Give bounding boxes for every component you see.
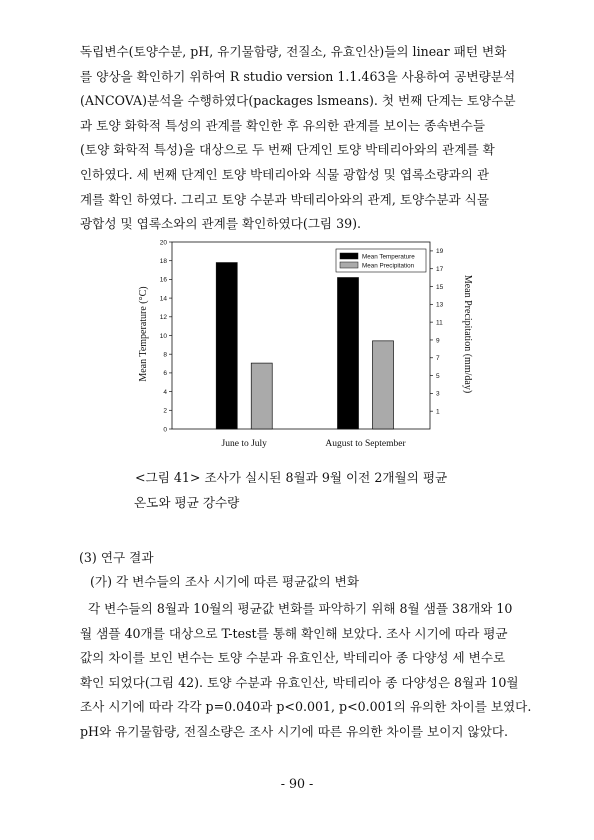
y-axis-label-left: Mean Temperature (°C): [138, 286, 149, 382]
chart-svg: [128, 232, 480, 454]
right-tick-label: 11: [436, 319, 443, 327]
left-tick-label: 16: [159, 276, 167, 284]
text-line: 독립변수(토양수분, pH, 유기물함량, 전질소, 유효인산)들의 linear 패턴 변화: [80, 44, 507, 59]
right-tick-label: 3: [436, 390, 440, 398]
caption-line: 온도와 평균 강수량: [134, 494, 240, 510]
right-tick-label: 15: [436, 283, 444, 291]
left-tick-label: 0: [163, 426, 167, 434]
temperature-precipitation-chart: [128, 232, 480, 454]
right-tick-label: 17: [436, 266, 444, 274]
legend-swatch: [340, 253, 358, 259]
legend-swatch: [340, 262, 358, 268]
text-line: 각 변수들의 8월과 10월의 평균값 변화를 파악하기 위해 8월 샘플 38개와 10: [80, 601, 513, 616]
left-tick-label: 12: [159, 314, 167, 322]
right-tick-label: 13: [436, 301, 444, 309]
left-tick-label: 20: [159, 239, 167, 247]
right-tick-label: 7: [436, 355, 440, 363]
text-line: 광합성 및 엽록소와의 관계를 확인하였다(그림 39).: [80, 216, 362, 232]
body-paragraph-results: [80, 597, 532, 745]
legend-label: Mean Temperature: [362, 253, 415, 261]
text-line: (토양 화학적 특성)을 대상으로 두 번째 단계인 토양 박테리아와의 관계를 확: [80, 142, 495, 158]
text-line: 월 샘플 40개를 대상으로 T-test를 통해 확인해 보았다. 조사 시기에 따라 평균: [80, 625, 508, 641]
x-category-label: June to July: [221, 439, 267, 449]
right-tick-label: 19: [436, 248, 444, 256]
bar-precipitation-1: [373, 341, 394, 429]
text-line: 과 토양 화학적 특성의 관계를 확인한 후 유의한 관계를 보이는 종속변수들: [80, 117, 485, 133]
text-line: 계를 확인 하였다. 그리고 토양 수분과 박테리아와의 관계, 토양수분과 식물: [80, 191, 490, 207]
right-tick-label: 9: [436, 337, 440, 345]
left-tick-label: 14: [159, 295, 167, 303]
legend-label: Mean Precipitation: [362, 262, 415, 270]
bar-temperature-1: [338, 278, 359, 429]
body-paragraph-methods: [80, 40, 528, 237]
left-tick-label: 2: [163, 407, 167, 415]
text-line: 값의 차이를 보인 변수는 토양 수분과 유효인산, 박테리아 종 다양성 세 변수로: [80, 650, 506, 666]
page-number: - 90 -: [280, 776, 314, 791]
left-tick-label: 4: [163, 388, 167, 396]
text-line: (ANCOVA)분석을 수행하였다(packages lsmeans). 첫 번째 단계는 토양수분: [80, 93, 516, 109]
right-tick-label: 5: [436, 372, 440, 380]
text-line: 확인 되었다(그림 42). 토양 수분과 유효인산, 박테리아 종 다양성은 8월과 10월: [80, 674, 519, 690]
bar-precipitation-0: [251, 363, 272, 429]
text-line: 인하였다. 세 번째 단계인 토양 박테리아와 식물 광합성 및 엽록소량과의 관: [80, 166, 490, 182]
left-tick-label: 6: [163, 370, 167, 378]
left-tick-label: 8: [163, 351, 167, 359]
y-axis-label-right: Mean Precipitation (mm/day): [462, 274, 473, 394]
chart-legend: [336, 249, 426, 272]
section-heading: (3) 연구 결과: [79, 550, 154, 565]
bar-temperature-0: [216, 263, 237, 429]
caption-line: <그림 41> 조사가 실시된 8월과 9월 이전 2개월의 평균: [135, 470, 448, 485]
right-tick-label: 1: [436, 408, 440, 416]
x-category-label: August to September: [325, 439, 406, 449]
text-line: pH와 유기물함량, 전질소량은 조사 시기에 따른 유의한 차이를 보이지 않았다.: [80, 723, 509, 739]
text-line: 를 양상을 확인하기 위하여 R studio version 1.1.463을 사용하여 공변량분석: [80, 68, 516, 84]
figure-caption: [135, 466, 475, 515]
left-tick-label: 10: [159, 332, 167, 340]
subsection-heading: (가) 각 변수들의 조사 시기에 따른 평균값의 변화: [90, 574, 359, 589]
text-line: 조사 시기에 따라 각각 p=0.040과 p<0.001, p<0.001의 유의한 차이를 보였다.: [80, 699, 532, 715]
left-tick-label: 18: [159, 258, 167, 265]
